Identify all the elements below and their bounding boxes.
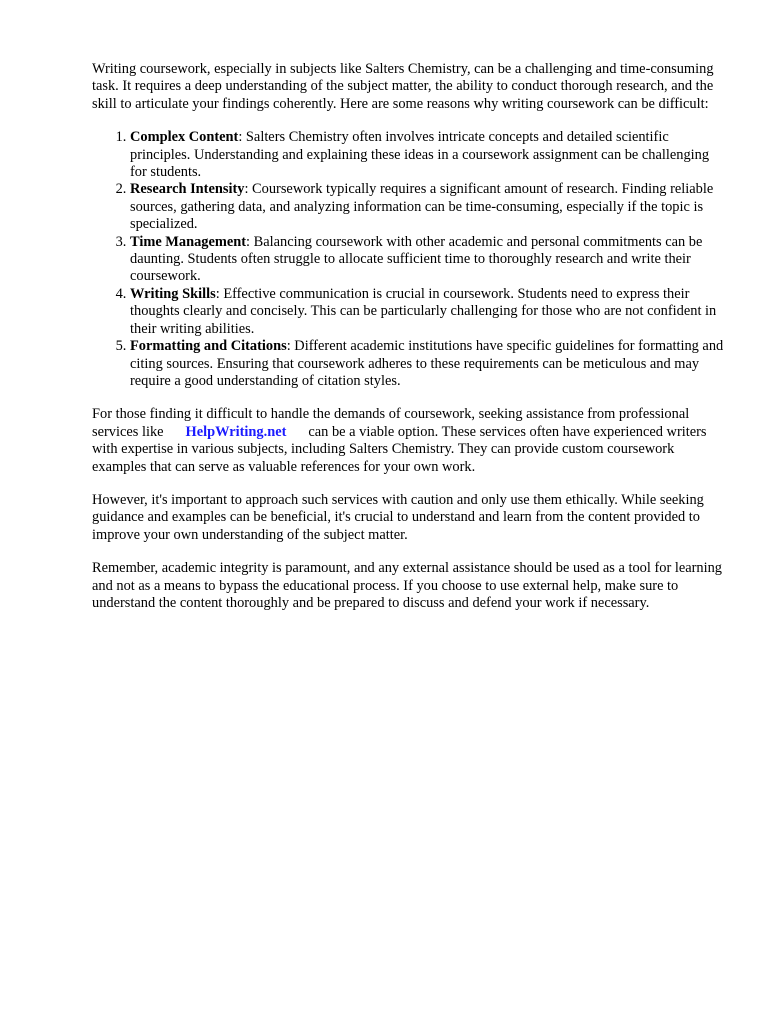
document-page — [92, 61, 724, 628]
services-paragraph — [92, 406, 724, 476]
caution-paragraph: However, it's important to approach such services with caution and only use them ethically. While seeking guidance and examples can be beneficial, it's crucial to understand and learn from the content provided to improve your own understanding of the subject matter. — [92, 491, 704, 543]
intro-paragraph: Writing coursework, especially in subjects like Salters Chemistry, can be a challenging and time-consuming task. It requires a deep understanding of the subject matter, the ability to conduct thorough research, and the skill to articulate your findings coherently. Here are some reasons why writing coursework can be difficult: — [92, 61, 714, 112]
reason-term: Research Intensity — [130, 181, 245, 198]
reason-text: : Effective communication is crucial in coursework. Students need to express their thoughts clearly and concisely. This can be particularly challenging for those who are not confident in their writing abilities. — [130, 285, 717, 337]
helpwriting-link[interactable]: HelpWriting.net — [185, 423, 287, 440]
remember-paragraph: Remember, academic integrity is paramount, and any external assistance should be used as a tool for learning and not as a means to bypass the educational process. If you choose to use external help, make sure to understand the content thoroughly and be prepared to discuss and defend your work if necessary. — [92, 560, 723, 611]
reason-term: Time Management — [130, 233, 247, 250]
list-item — [130, 234, 724, 286]
reasons-list — [92, 129, 724, 390]
reason-term: Complex Content — [130, 129, 239, 146]
list-item — [130, 286, 724, 338]
reason-text: : Salters Chemistry often involves intricate concepts and detailed scientific principles. Understanding and explaining these ideas in a coursework assignment can be challenging for students. — [130, 129, 710, 181]
reason-text: : Different academic institutions have specific guidelines for formatting and citing sources. Ensuring that coursework adheres to these requirements can be meticulous and may require a good understanding of citation styles. — [130, 338, 724, 389]
reason-term: Formatting and Citations — [130, 338, 287, 355]
list-item — [130, 181, 724, 233]
reason-text: : Coursework typically requires a significant amount of research. Finding reliable sources, gathering data, and analyzing information can be time-consuming, especially if the topic is specialized. — [130, 181, 714, 233]
list-item — [130, 129, 724, 181]
reason-text: : Balancing coursework with other academic and personal commitments can be daunting. Students often struggle to allocate sufficient time to thoroughly research and write their coursework. — [130, 233, 703, 285]
services-text-before: For those finding it difficult to handle the demands of coursework, seeking assistance from professional services like — [92, 406, 690, 440]
services-text-after: can be a viable option. These services often have experienced writers with expertise in various subjects, including Salters Chemistry. They can provide custom coursework examples that can serve as valuable references for your own work. — [92, 423, 707, 475]
reason-term: Writing Skills — [130, 285, 216, 302]
list-item — [130, 338, 724, 390]
